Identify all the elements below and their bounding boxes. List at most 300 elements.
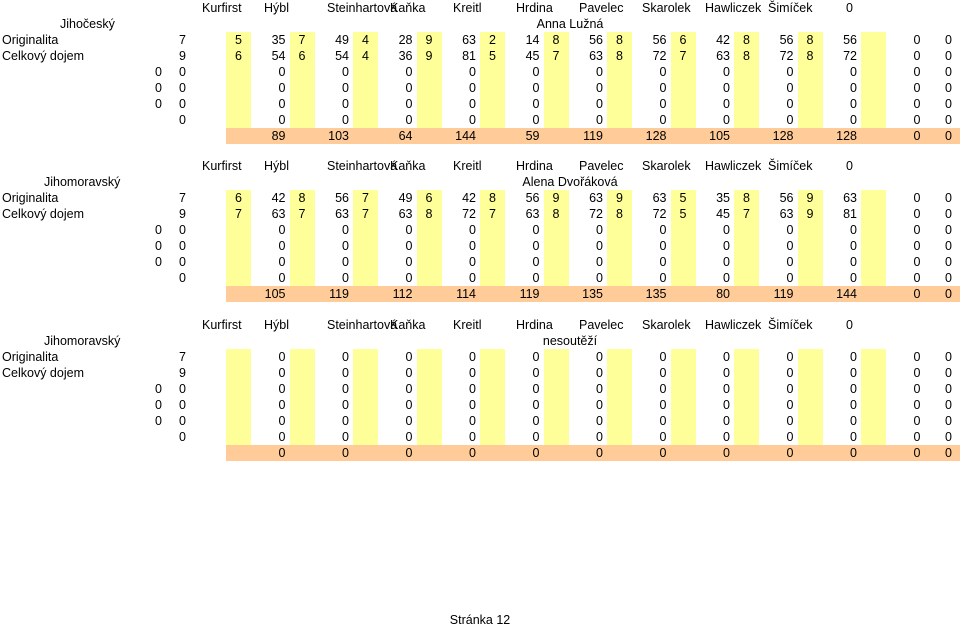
judge-header: 0	[846, 159, 853, 173]
total-cell: 103	[328, 129, 349, 143]
weighted-cell: 0	[786, 81, 794, 95]
judge-header: Hýbl	[264, 318, 290, 332]
weighted-cell: 0	[278, 65, 286, 79]
total-cell: 135	[645, 287, 667, 301]
row-end-value: 0	[945, 65, 952, 79]
judge-header: Kreitl	[453, 159, 482, 173]
performer-name: nesoutěží	[542, 334, 598, 348]
score-column-bg	[671, 349, 696, 445]
row-label: 0	[155, 382, 162, 396]
weighted-cell: 0	[532, 223, 540, 237]
weighted-cell: 0	[532, 113, 540, 127]
performer-name: Alena Dvořáková	[522, 175, 618, 189]
weighted-cell: 54	[271, 49, 286, 63]
weighted-cell: 56	[779, 33, 794, 47]
region-label: Jihomoravský	[44, 334, 121, 348]
weighted-cell: 63	[335, 207, 349, 221]
weighted-cell: 0	[342, 271, 349, 285]
weighted-cell: 0	[786, 113, 794, 127]
judge-header: Skarolek	[642, 159, 691, 173]
weight-value: 0	[179, 430, 186, 444]
total-cell: 105	[709, 129, 730, 143]
total-cell: 0	[532, 446, 540, 460]
score-column-bg	[861, 32, 886, 128]
judge-header: Hrdina	[516, 1, 553, 15]
weighted-cell: 0	[723, 414, 730, 428]
weight-value: 0	[179, 398, 186, 412]
judge-header: 0	[846, 1, 853, 15]
weighted-cell: 0	[659, 239, 667, 253]
total-cell: 119	[583, 129, 603, 143]
row-label: 0	[155, 255, 162, 269]
row-end-value: 0	[945, 33, 952, 47]
weighted-cell: 0	[405, 350, 413, 364]
weighted-cell: 0	[850, 366, 857, 380]
weight-value: 7	[179, 350, 186, 364]
score-cell: 8	[616, 207, 623, 221]
judge-header: Hrdina	[516, 318, 553, 332]
score-cell: 6	[679, 33, 687, 47]
row-end-value: 0	[945, 350, 952, 364]
judge-header: Kurfirst	[202, 1, 242, 15]
score-cell: 6	[235, 49, 242, 63]
weighted-cell: 0	[405, 65, 413, 79]
weighted-cell: 0	[532, 81, 540, 95]
criterion-label: Celkový dojem	[2, 366, 84, 380]
weighted-cell: 0	[913, 97, 921, 111]
weighted-cell: 0	[913, 398, 921, 412]
weighted-cell: 0	[278, 271, 286, 285]
weighted-cell: 0	[596, 271, 603, 285]
total-cell: 0	[945, 129, 952, 143]
weighted-cell: 0	[659, 382, 667, 396]
weighted-cell: 0	[469, 350, 476, 364]
total-cell: 144	[836, 287, 857, 301]
total-cell: 0	[913, 446, 921, 460]
score-cell: 6	[298, 49, 306, 63]
criterion-label: Originalita	[2, 33, 59, 47]
weighted-cell: 63	[843, 191, 857, 205]
weighted-cell: 0	[659, 113, 667, 127]
weighted-cell: 0	[913, 366, 921, 380]
weighted-cell: 56	[589, 33, 603, 47]
weighted-cell: 0	[342, 113, 349, 127]
weighted-cell: 0	[278, 97, 286, 111]
weight-value: 0	[179, 97, 186, 111]
judge-header: Skarolek	[642, 318, 691, 332]
weighted-cell: 0	[278, 255, 286, 269]
judge-header: Šimíček	[768, 318, 813, 332]
performer-name: Anna Lužná	[536, 17, 604, 31]
score-cell: 7	[298, 207, 306, 221]
weighted-cell: 0	[850, 65, 857, 79]
weight-value: 0	[179, 239, 186, 253]
weighted-cell: 0	[913, 430, 921, 444]
weighted-cell: 0	[596, 239, 603, 253]
weighted-cell: 0	[659, 97, 667, 111]
weighted-cell: 0	[532, 430, 540, 444]
row-end-value: 0	[945, 207, 952, 221]
weighted-cell: 0	[850, 398, 857, 412]
weight-value: 9	[179, 49, 186, 63]
weighted-cell: 45	[716, 207, 730, 221]
weighted-cell: 45	[525, 49, 540, 63]
total-cell: 0	[342, 446, 349, 460]
judge-header: Steinhartová	[327, 318, 398, 332]
score-cell: 5	[489, 49, 496, 63]
row-label: 0	[155, 414, 162, 428]
score-cell: 9	[806, 191, 814, 205]
total-cell: 119	[773, 287, 794, 301]
weighted-cell: 0	[723, 255, 730, 269]
weighted-cell: 0	[342, 414, 349, 428]
weighted-cell: 42	[716, 33, 730, 47]
row-end-value: 0	[945, 81, 952, 95]
weighted-cell: 0	[469, 430, 476, 444]
weighted-cell: 0	[532, 65, 540, 79]
weight-value: 0	[179, 255, 186, 269]
weighted-cell: 0	[405, 398, 413, 412]
weighted-cell: 0	[723, 81, 730, 95]
weighted-cell: 0	[723, 366, 730, 380]
score-cell: 9	[425, 33, 433, 47]
weighted-cell: 0	[659, 81, 667, 95]
weight-value: 7	[179, 191, 186, 205]
score-cell: 8	[298, 191, 306, 205]
weighted-cell: 0	[278, 113, 286, 127]
weighted-cell: 0	[278, 239, 286, 253]
weighted-cell: 0	[469, 255, 476, 269]
weighted-cell: 0	[405, 430, 413, 444]
score-column-bg	[353, 349, 378, 445]
row-end-value: 0	[945, 49, 952, 63]
weighted-cell: 0	[850, 350, 857, 364]
weighted-cell: 63	[462, 33, 476, 47]
score-cell: 7	[552, 49, 560, 63]
weighted-cell: 0	[342, 239, 349, 253]
total-cell: 114	[456, 287, 476, 301]
score-column-bg	[417, 349, 442, 445]
judge-header: Steinhartová	[327, 159, 398, 173]
region-label: Jihomoravský	[44, 175, 121, 189]
weight-value: 0	[179, 113, 186, 127]
weighted-cell: 0	[469, 398, 476, 412]
weighted-cell: 0	[469, 223, 476, 237]
judge-header: Pavelec	[579, 159, 624, 173]
weighted-cell: 0	[532, 366, 540, 380]
weighted-cell: 0	[596, 350, 603, 364]
row-end-value: 0	[945, 271, 952, 285]
weighted-cell: 0	[913, 191, 921, 205]
weighted-cell: 56	[843, 33, 857, 47]
weighted-cell: 0	[659, 366, 667, 380]
score-column-bg	[607, 349, 632, 445]
row-label: 0	[155, 65, 162, 79]
row-label: 0	[155, 97, 162, 111]
total-cell: 0	[278, 446, 286, 460]
score-cell: 9	[806, 207, 814, 221]
score-cell: 8	[552, 207, 560, 221]
score-cell: 9	[552, 191, 560, 205]
weighted-cell: 0	[532, 97, 540, 111]
score-cell: 8	[743, 33, 750, 47]
weighted-cell: 0	[659, 271, 667, 285]
weighted-cell: 0	[913, 223, 921, 237]
total-cell: 135	[582, 287, 603, 301]
weighted-cell: 0	[342, 65, 349, 79]
weighted-cell: 72	[589, 207, 603, 221]
score-cell: 8	[743, 49, 750, 63]
weighted-cell: 0	[596, 223, 603, 237]
weighted-cell: 0	[405, 239, 413, 253]
weighted-cell: 0	[850, 239, 857, 253]
total-cell: 119	[519, 287, 540, 301]
total-cell: 128	[645, 129, 667, 143]
weighted-cell: 63	[652, 191, 667, 205]
weighted-cell: 0	[786, 350, 794, 364]
weighted-cell: 0	[913, 49, 921, 63]
total-cell: 112	[392, 287, 413, 301]
weight-value: 0	[179, 271, 186, 285]
weighted-cell: 0	[342, 398, 349, 412]
weighted-cell: 56	[652, 33, 667, 47]
criterion-label: Originalita	[2, 191, 59, 205]
judge-header: Pavelec	[579, 1, 624, 15]
weighted-cell: 0	[405, 271, 413, 285]
weighted-cell: 0	[342, 382, 349, 396]
weighted-cell: 0	[469, 113, 476, 127]
weighted-cell: 0	[342, 366, 349, 380]
score-column-bg	[861, 349, 886, 445]
weighted-cell: 56	[779, 191, 794, 205]
weighted-cell: 0	[786, 255, 794, 269]
score-cell: 7	[298, 33, 306, 47]
row-end-value: 0	[945, 239, 952, 253]
weighted-cell: 0	[342, 97, 349, 111]
score-cell: 8	[552, 33, 560, 47]
weight-value: 7	[179, 33, 186, 47]
weighted-cell: 0	[532, 350, 540, 364]
judge-header: Kreitl	[453, 1, 482, 15]
judge-header: Kaňka	[390, 1, 426, 15]
row-label: 0	[155, 81, 162, 95]
total-cell: 80	[716, 287, 730, 301]
judge-header: Hawliczek	[705, 318, 762, 332]
total-cell: 119	[329, 287, 349, 301]
weighted-cell: 49	[398, 191, 413, 205]
weighted-cell: 0	[659, 398, 667, 412]
weighted-cell: 0	[786, 366, 794, 380]
row-end-value: 0	[945, 97, 952, 111]
judge-header: 0	[846, 318, 853, 332]
weighted-cell: 0	[469, 65, 476, 79]
total-cell: 89	[271, 129, 286, 143]
row-end-value: 0	[945, 113, 952, 127]
weighted-cell: 72	[779, 49, 794, 63]
judge-header: Hawliczek	[705, 1, 762, 15]
weighted-cell: 0	[596, 113, 603, 127]
weighted-cell: 0	[532, 255, 540, 269]
criterion-label: Originalita	[2, 350, 59, 364]
judge-header: Kaňka	[390, 318, 426, 332]
weighted-cell: 0	[913, 414, 921, 428]
weighted-cell: 0	[850, 382, 857, 396]
score-cell: 5	[679, 191, 687, 205]
judge-header: Šimíček	[768, 1, 813, 15]
total-cell: 59	[525, 129, 540, 143]
weighted-cell: 35	[271, 33, 286, 47]
weight-value: 0	[179, 81, 186, 95]
total-cell: 0	[596, 446, 603, 460]
score-column-bg	[734, 349, 759, 445]
weighted-cell: 0	[850, 97, 857, 111]
weighted-cell: 28	[398, 33, 413, 47]
score-column-bg	[226, 349, 251, 445]
weighted-cell: 63	[589, 49, 603, 63]
weighted-cell: 0	[278, 398, 286, 412]
total-cell: 128	[836, 129, 857, 143]
criterion-label: Celkový dojem	[2, 49, 84, 63]
weighted-cell: 0	[850, 81, 857, 95]
judge-header: Hrdina	[516, 159, 553, 173]
weighted-cell: 0	[405, 97, 413, 111]
weighted-cell: 0	[278, 382, 286, 396]
weighted-cell: 0	[278, 350, 286, 364]
weighted-cell: 0	[596, 366, 603, 380]
weighted-cell: 81	[462, 49, 476, 63]
score-cell: 8	[616, 33, 623, 47]
weighted-cell: 0	[532, 414, 540, 428]
total-cell: 144	[455, 129, 476, 143]
weighted-cell: 0	[278, 366, 286, 380]
score-cell: 8	[806, 49, 814, 63]
total-cell: 64	[398, 129, 413, 143]
region-label: Jihočeský	[60, 17, 115, 31]
score-cell: 5	[235, 33, 242, 47]
row-end-value: 0	[945, 191, 952, 205]
judge-header: Kaňka	[390, 159, 426, 173]
total-cell: 0	[659, 446, 667, 460]
weighted-cell: 0	[913, 65, 921, 79]
weighted-cell: 63	[716, 49, 730, 63]
weighted-cell: 63	[525, 207, 540, 221]
weighted-cell: 72	[843, 49, 857, 63]
score-cell: 8	[425, 207, 433, 221]
judge-header: Pavelec	[579, 318, 624, 332]
weighted-cell: 72	[652, 49, 667, 63]
weighted-cell: 0	[342, 255, 349, 269]
weighted-cell: 0	[659, 223, 667, 237]
weighted-cell: 0	[532, 271, 540, 285]
weighted-cell: 42	[462, 191, 476, 205]
weighted-cell: 0	[913, 239, 921, 253]
weighted-cell: 0	[786, 398, 794, 412]
score-cell: 4	[362, 49, 369, 63]
weighted-cell: 0	[342, 430, 349, 444]
row-end-value: 0	[945, 255, 952, 269]
weighted-cell: 0	[913, 255, 921, 269]
weighted-cell: 63	[398, 207, 413, 221]
weighted-cell: 0	[723, 382, 730, 396]
weighted-cell: 0	[659, 65, 667, 79]
row-label: 0	[155, 239, 162, 253]
score-cell: 9	[616, 191, 623, 205]
weighted-cell: 0	[850, 271, 857, 285]
weighted-cell: 0	[850, 414, 857, 428]
weighted-cell: 0	[469, 239, 476, 253]
weighted-cell: 0	[342, 350, 349, 364]
weighted-cell: 81	[843, 207, 857, 221]
total-cell: 0	[786, 446, 794, 460]
weighted-cell: 0	[469, 97, 476, 111]
weight-value: 0	[179, 223, 186, 237]
weighted-cell: 0	[786, 65, 794, 79]
weighted-cell: 0	[469, 81, 476, 95]
weighted-cell: 0	[405, 113, 413, 127]
score-cell: 7	[489, 207, 496, 221]
weighted-cell: 36	[398, 49, 413, 63]
weighted-cell: 0	[405, 414, 413, 428]
total-cell: 105	[264, 287, 286, 301]
weighted-cell: 0	[342, 223, 349, 237]
weighted-cell: 0	[532, 382, 540, 396]
row-end-value: 0	[945, 366, 952, 380]
weighted-cell: 0	[850, 223, 857, 237]
judge-header: Kurfirst	[202, 159, 242, 173]
weighted-cell: 0	[913, 81, 921, 95]
weighted-cell: 35	[716, 191, 730, 205]
weighted-cell: 0	[723, 65, 730, 79]
row-label: 0	[155, 398, 162, 412]
weighted-cell: 0	[659, 414, 667, 428]
judge-header: Kurfirst	[202, 318, 242, 332]
weighted-cell: 72	[652, 207, 667, 221]
weighted-cell: 0	[913, 113, 921, 127]
weighted-cell: 0	[596, 398, 603, 412]
weighted-cell: 0	[850, 113, 857, 127]
weighted-cell: 0	[532, 398, 540, 412]
weighted-cell: 0	[723, 223, 730, 237]
weight-value: 0	[179, 65, 186, 79]
weighted-cell: 0	[469, 271, 476, 285]
weighted-cell: 0	[913, 382, 921, 396]
weighted-cell: 56	[525, 191, 540, 205]
weighted-cell: 56	[335, 191, 349, 205]
weighted-cell: 0	[405, 255, 413, 269]
weighted-cell: 0	[596, 430, 603, 444]
weighted-cell: 0	[659, 350, 667, 364]
weighted-cell: 0	[786, 382, 794, 396]
score-cell: 2	[489, 33, 496, 47]
score-column-bg	[798, 349, 823, 445]
weighted-cell: 0	[723, 271, 730, 285]
weighted-cell: 0	[469, 414, 476, 428]
weighted-cell: 0	[469, 366, 476, 380]
row-end-value: 0	[945, 223, 952, 237]
score-cell: 6	[425, 191, 433, 205]
weighted-cell: 0	[913, 33, 921, 47]
page-number: Stránka 12	[449, 613, 511, 627]
total-cell: 0	[405, 446, 413, 460]
weighted-cell: 0	[469, 382, 476, 396]
score-cell: 7	[743, 207, 750, 221]
weighted-cell: 63	[589, 191, 603, 205]
score-column-bg	[861, 190, 886, 286]
weighted-cell: 0	[405, 223, 413, 237]
score-cell: 5	[679, 207, 687, 221]
weighted-cell: 0	[405, 366, 413, 380]
weighted-cell: 14	[525, 33, 540, 47]
